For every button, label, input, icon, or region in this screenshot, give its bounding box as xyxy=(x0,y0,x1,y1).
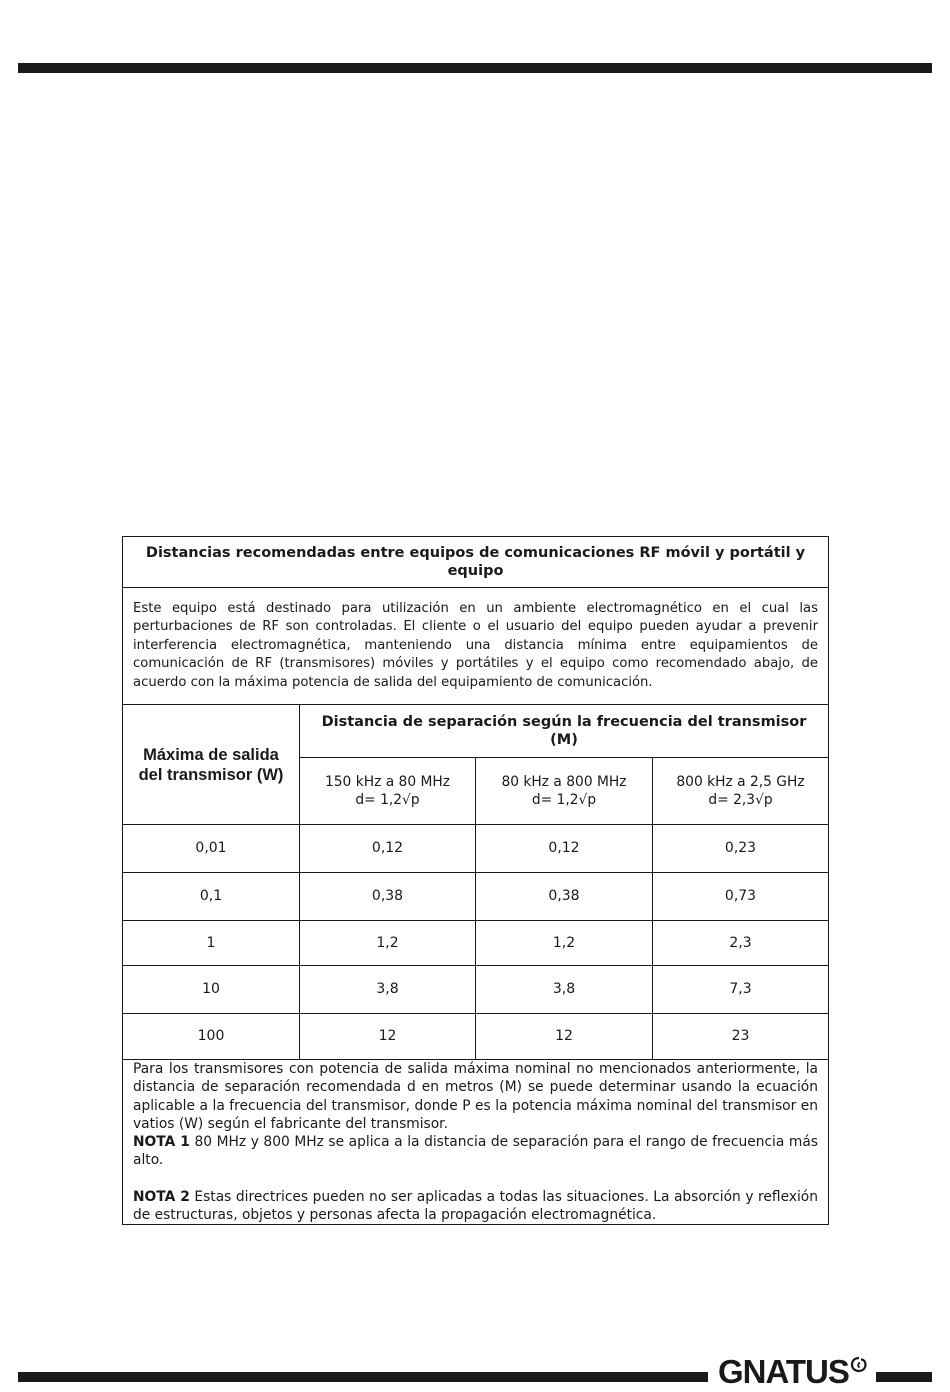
note-1-text: 80 MHz y 800 MHz se aplica a la distancia de separación para el rango de frecuencia más alto. xyxy=(133,1134,818,1169)
notes-row xyxy=(123,1060,829,1225)
distance-cell: 0,73 xyxy=(653,873,829,921)
rf-distance-table xyxy=(122,536,829,1225)
distance-cell: 0,12 xyxy=(300,825,476,873)
frequency-range: 80 kHz a 800 MHz xyxy=(501,774,627,790)
note-2 xyxy=(133,1188,818,1225)
distance-cell: 0,12 xyxy=(476,825,653,873)
distance-cell: 0,38 xyxy=(476,873,653,921)
power-cell: 1 xyxy=(123,921,300,966)
frequency-header-1 xyxy=(300,758,476,825)
notes-paragraph: Para los transmisores con potencia de salida máxima nominal no mencionados anteriormente, la distancia de separación recomendada d en metros (M) se puede determinar usando la ecuación aplicable a la frecuencia del transmisor, donde P es la potencia máxima nominal del transmisor en vatios (W) según el fabricante del transmisor. xyxy=(133,1061,818,1132)
table-notes xyxy=(123,1060,829,1225)
table-row xyxy=(123,873,829,921)
distance-formula: d= 1,2√p xyxy=(355,792,420,808)
table-title: Distancias recomendadas entre equipos de comunicaciones RF móvil y portátil y equipo xyxy=(123,537,829,588)
distance-cell: 7,3 xyxy=(653,966,829,1014)
top-rule xyxy=(18,63,932,73)
power-cell: 100 xyxy=(123,1014,300,1060)
table-row xyxy=(123,921,829,966)
distance-cell: 2,3 xyxy=(653,921,829,966)
table-intro: Este equipo está destinado para utilización en un ambiente electromagnético en el cual las perturbaciones de RF son controladas. El cliente o el usuario del equipo pueden ayudar a prevenir interferencia electromagnética, manteniendo una distancia mínima entre equipamientos de comunicación de RF (transmisores) móviles y portátiles y el equipo como recomendado abajo, de acuerdo con la máxima potencia de salida del equipamiento de comunicación. xyxy=(123,588,829,705)
table-row xyxy=(123,825,829,873)
distance-cell: 1,2 xyxy=(300,921,476,966)
gnatus-mark-icon xyxy=(850,1356,868,1374)
frequency-header-2 xyxy=(476,758,653,825)
note-1-label: NOTA 1 xyxy=(133,1134,190,1151)
distance-cell: 12 xyxy=(476,1014,653,1060)
logo-text: GNATUS xyxy=(718,1353,849,1390)
note-2-label: NOTA 2 xyxy=(133,1188,190,1205)
table-row xyxy=(123,966,829,1014)
power-cell: 0,1 xyxy=(123,873,300,921)
distance-formula: d= 1,2√p xyxy=(531,792,597,808)
distance-cell: 3,8 xyxy=(476,966,653,1014)
frequency-range: 800 kHz a 2,5 GHz xyxy=(676,774,805,790)
distance-formula: d= 2,3√p xyxy=(708,792,773,808)
distance-cell: 3,8 xyxy=(300,966,476,1014)
table-row xyxy=(123,1014,829,1060)
bottom-rule-left xyxy=(18,1372,708,1382)
header-row-1 xyxy=(123,705,829,758)
distance-cell: 12 xyxy=(300,1014,476,1060)
note-1 xyxy=(133,1133,818,1170)
distance-cell: 1,2 xyxy=(476,921,653,966)
distance-cell: 0,23 xyxy=(653,825,829,873)
frequency-range: 150 kHz a 80 MHz xyxy=(324,774,450,790)
power-column-header: Máxima de salida del transmisor (W) xyxy=(123,705,300,825)
frequency-header-3 xyxy=(653,758,829,825)
intro-row xyxy=(123,588,829,705)
power-cell: 10 xyxy=(123,966,300,1014)
power-cell: 0,01 xyxy=(123,825,300,873)
distance-cell: 0,38 xyxy=(300,873,476,921)
note-2-text: Estas directrices pueden no ser aplicadas a todas las situaciones. La absorción y reflexión de estructuras, objetos y personas afecta la propagación electromagnética. xyxy=(133,1188,818,1224)
distance-cell: 23 xyxy=(653,1014,829,1060)
gnatus-logo xyxy=(718,1352,868,1392)
title-row xyxy=(123,537,829,588)
bottom-rule-right xyxy=(876,1372,932,1382)
distance-header: Distancia de separación según la frecuencia del transmisor (M) xyxy=(300,705,829,758)
